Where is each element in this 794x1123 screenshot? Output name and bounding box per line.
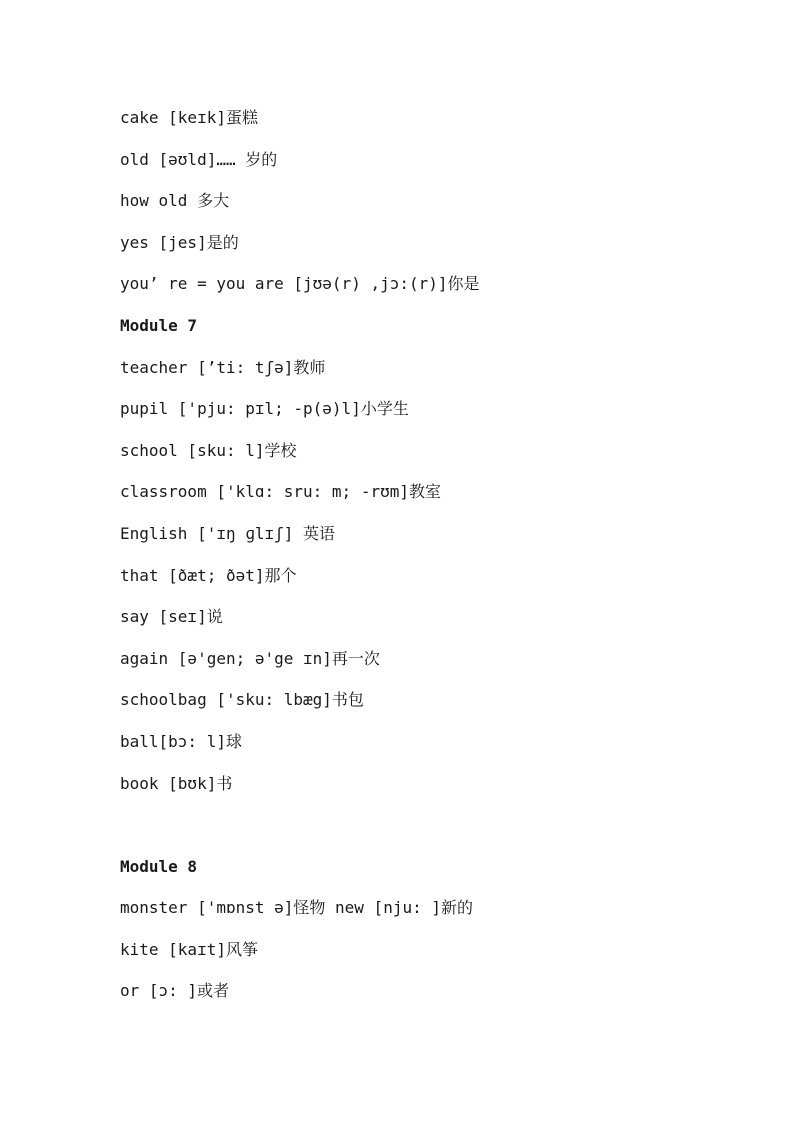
vocab-entry-you-are: you’ re = you are [jʊə(r) ,jɔ:(r)]你是 — [120, 274, 480, 294]
vocab-entry-old: old [əʊld]…… 岁的 — [120, 149, 278, 169]
vocab-entry-english: English ['ɪŋ ɡlɪʃ] 英语 — [120, 523, 336, 543]
vocab-entry-book: book [bʊk]书 — [120, 773, 233, 793]
vocab-entry-ball: ball[bɔ: l]球 — [120, 731, 242, 751]
vocab-entry-that: that [ðæt; ðət]那个 — [120, 565, 297, 585]
vocab-entry-or: or [ɔ: ]或者 — [120, 981, 230, 1001]
vocab-entry-school: school [sku: l]学校 — [120, 440, 297, 460]
vocab-entry-classroom: classroom ['klɑ: sru: m; -rʊm]教室 — [120, 482, 441, 502]
module-8-heading: Module 8 — [120, 856, 198, 876]
blank-line — [120, 811, 760, 853]
vocab-entry-pupil: pupil ['pju: pɪl; -p(ə)l]小学生 — [120, 399, 409, 419]
vocabulary-list — [120, 104, 760, 1019]
vocab-entry-how-old: how old 多大 — [120, 191, 230, 211]
vocab-entry-schoolbag: schoolbag ['sku: lbæg]书包 — [120, 690, 364, 710]
vocab-entry-say: say [seɪ]说 — [120, 607, 223, 627]
vocab-entry-monster-new: monster ['mɒnst ə]怪物 new [nju: ]新的 — [120, 898, 473, 918]
vocab-entry-cake: cake [keɪk]蛋糕 — [120, 108, 258, 127]
module-7-heading: Module 7 — [120, 315, 198, 335]
vocab-entry-teacher: teacher [’ti: tʃə]教师 — [120, 357, 326, 377]
vocab-entry-kite: kite [kaɪt]风筝 — [120, 939, 258, 959]
vocab-entry-yes: yes [jes]是的 — [120, 232, 239, 252]
vocab-entry-again: again [ə'gen; ə'ge ɪn]再一次 — [120, 648, 380, 668]
